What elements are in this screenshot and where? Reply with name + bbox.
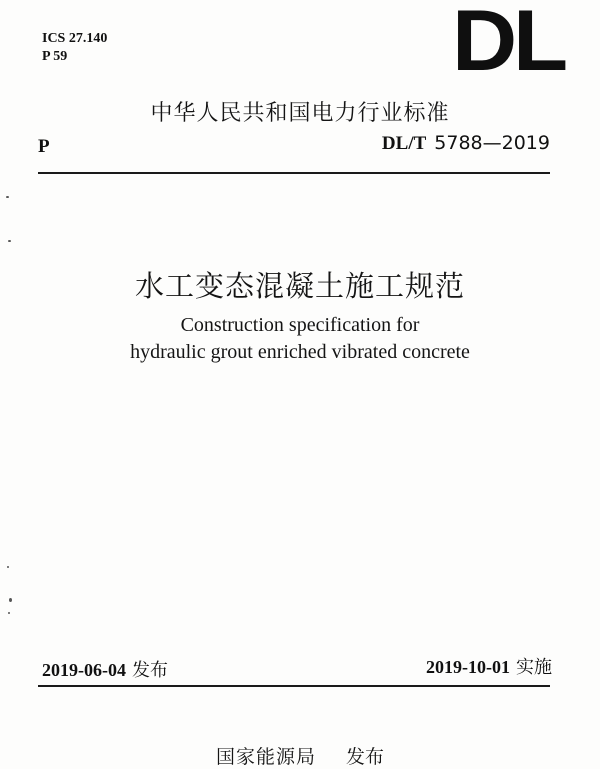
dl-logo: DL bbox=[452, 0, 564, 89]
issuer-line bbox=[0, 742, 600, 769]
publish-date-value: 2019-06-04 bbox=[42, 660, 126, 680]
implement-date bbox=[426, 653, 552, 679]
scan-speck bbox=[8, 612, 10, 614]
standard-category: P bbox=[38, 136, 50, 157]
ics-code: ICS 27.140 bbox=[42, 31, 108, 46]
issuing-standard-body: 中华人民共和国电力行业标准 bbox=[150, 101, 450, 126]
bottom-divider bbox=[38, 685, 550, 687]
scan-speck bbox=[7, 566, 9, 568]
standard-code: 5788—2019 bbox=[434, 132, 550, 154]
title-english-line-2: hydraulic grout enriched vibrated concrete bbox=[130, 341, 470, 363]
issuer-action: 发布 bbox=[346, 746, 385, 768]
implement-date-value: 2019-10-01 bbox=[426, 657, 510, 677]
scan-speck bbox=[9, 598, 12, 602]
standard-number bbox=[382, 132, 550, 155]
implement-label: 实施 bbox=[516, 657, 552, 678]
publish-label: 发布 bbox=[132, 660, 168, 681]
issuer-name: 国家能源局 bbox=[215, 746, 316, 768]
publish-date bbox=[42, 656, 168, 682]
ics-classification bbox=[42, 30, 107, 66]
top-divider bbox=[38, 172, 550, 174]
scan-speck bbox=[6, 196, 9, 198]
ccs-code: P 59 bbox=[42, 49, 68, 64]
standard-prefix: DL/T bbox=[381, 133, 427, 154]
title-chinese: 水工变态混凝土施工规范 bbox=[134, 269, 465, 303]
scan-speck bbox=[8, 240, 11, 242]
title-english-line-1: Construction specification for bbox=[180, 314, 420, 336]
